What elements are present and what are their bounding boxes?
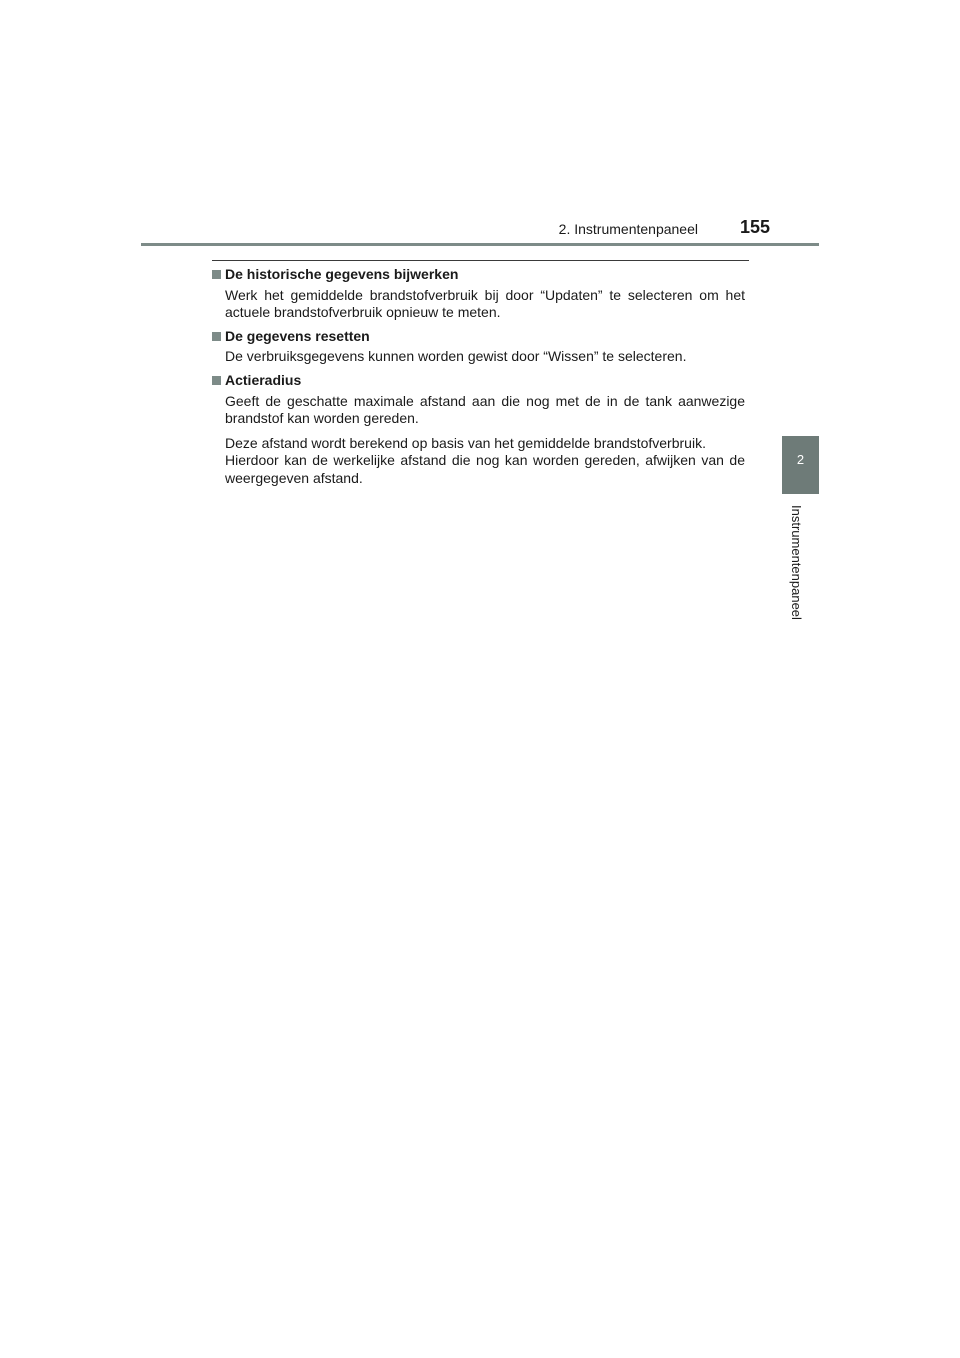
paragraph: De verbruiksgegevens kunnen worden gewist door “Wissen” te selecteren.: [225, 348, 687, 365]
paragraph-line: Hierdoor kan de werkelijke afstand die nog kan worden gereden, afwijken van de weergegeven afstand.: [225, 452, 745, 486]
page-number: 155: [740, 217, 771, 237]
section-historical-data: [212, 266, 745, 322]
section-heading-text: Actieradius: [225, 371, 302, 388]
content-top-rule: [212, 260, 749, 261]
header-rule: [141, 243, 819, 246]
section-heading: [212, 372, 745, 390]
chapter-tab[interactable]: [782, 436, 819, 494]
paragraph-line: Deze afstand wordt berekend op basis van het gemiddelde brandstofverbruik.: [225, 434, 706, 451]
section-heading-text: De historische gegevens bijwerken: [225, 266, 459, 282]
section-range: [212, 372, 745, 488]
section-heading: [212, 266, 745, 284]
chapter-tab-number: 2: [796, 452, 805, 467]
section-heading-text: De gegevens resetten: [225, 327, 370, 344]
square-bullet-icon: [212, 332, 221, 341]
square-bullet-icon: [212, 270, 221, 279]
section-heading: [212, 328, 745, 346]
chapter-side-label: Instrumentenpaneel: [789, 505, 804, 620]
square-bullet-icon: [212, 376, 221, 385]
chapter-title: 2. Instrumentenpaneel: [558, 221, 698, 237]
page-content: [212, 266, 745, 488]
section-reset-data: [212, 328, 745, 366]
paragraph: Werk het gemiddelde brandstofverbruik bij door “Updaten” te selecteren om het actuele brandstofverbruik opnieuw te meten.: [225, 286, 745, 321]
paragraph: [225, 435, 745, 488]
paragraph: Geeft de geschatte maximale afstand aan die nog met de in de tank aanwezige brandstof kan worden gereden.: [225, 392, 745, 427]
